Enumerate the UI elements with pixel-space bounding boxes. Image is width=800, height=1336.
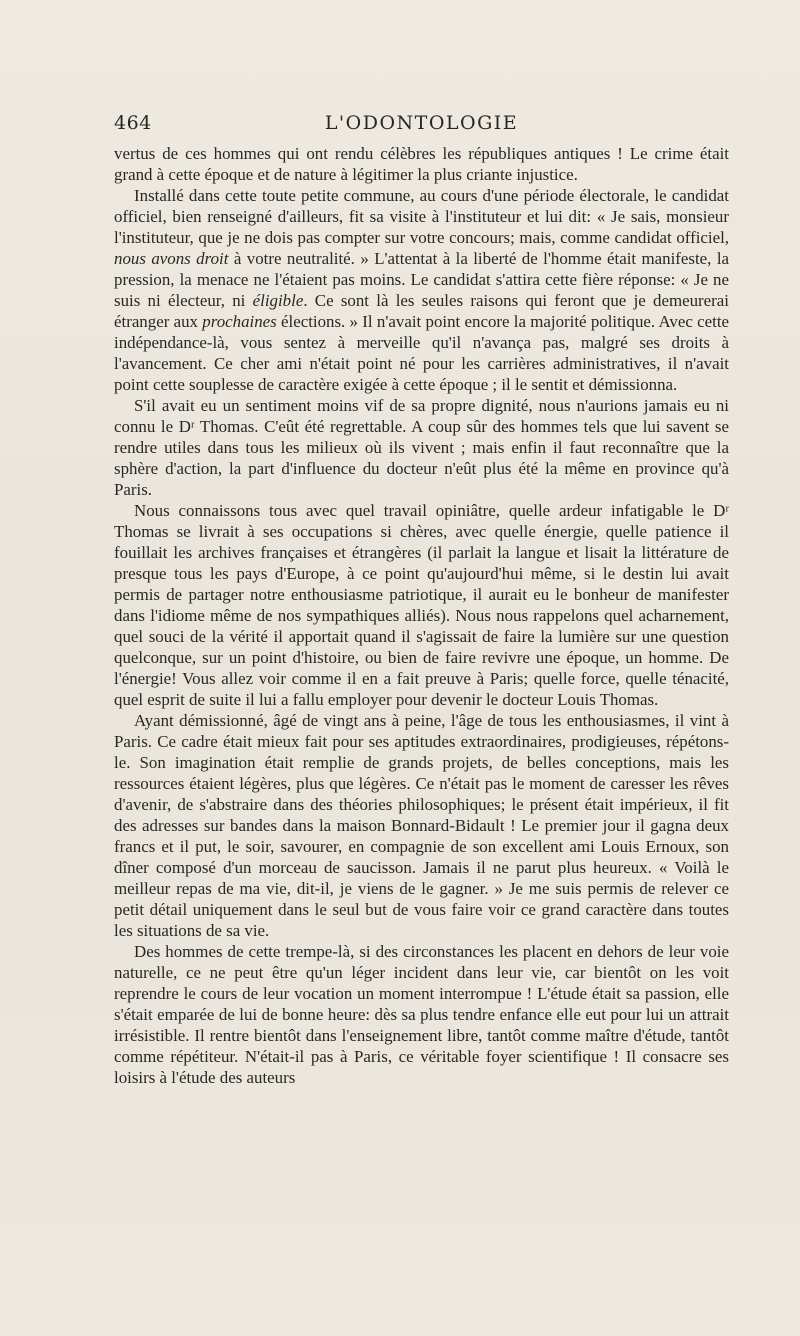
paragraph-2-italic-a: nous avons droit xyxy=(114,249,229,268)
paragraph-1-text: vertus de ces hommes qui ont rendu célèbres les républiques antiques ! Le crime était grand à cette époque et de nature à légitimer la plus criante injustice. xyxy=(114,144,729,184)
paragraph-5 xyxy=(114,710,729,941)
paragraph-5-text: Ayant démissionné, âgé de vingt ans à peine, l'âge de tous les enthousiasmes, il vint à Paris. Ce cadre était mieux fait pour ses aptitudes extraordinaires, prodigieuses, répétons-le. Son imagination était remplie de grands projets, de belles conceptions, mais les ressources étaient légères, plus que légères. Ce n'était pas le moment de caresser les rêves d'avenir, de s'abstraire dans des théories philosophiques; le présent était impérieux, il fit des adresses sur bandes dans la maison Bonnard-Bidault ! Le premier jour il gagna deux francs et il put, le soir, savourer, en compagnie de son excellent ami Louis Ernoux, son dîner composé d'un morceau de saucisson. Jamais il ne parut plus heureux. « Voilà le meilleur repas de ma vie, dit-il, je viens de le gagner. » Je me suis permis de relever ce petit détail uniquement dans le seul but de vous faire voir ce grand caractère dans toutes les situations de sa vie. xyxy=(114,711,729,940)
page-header xyxy=(114,112,729,142)
paragraph-3-text: S'il avait eu un sentiment moins vif de sa propre dignité, nous n'aurions jamais eu ni connu le Dʳ Thomas. C'eût été regrettable. A coup sûr des hommes tels que lui savent se rendre utiles dans tous les milieux où ils vivent ; mais enfin il faut reconnaître que la sphère d'action, la part d'influence du docteur n'eût plus été la même en province qu'à Paris. xyxy=(114,396,729,499)
paragraph-2-text-a: Installé dans cette toute petite commune, au cours d'une période électorale, le candidat officiel, bien renseigné d'ailleurs, fit sa visite à l'instituteur et lui dit: « Je sais, monsieur l'instituteur, que je ne dois pas compter sur votre concours; mais, comme candidat officiel, xyxy=(114,186,729,247)
paragraph-2-text-d: élections. » Il n'avait point encore la majorité politique. Avec cette indépendance-là, vous sentez à merveille qu'il n'avança pas, malgré ses droits à l'avancement. Ce cher ami n'était point né pour les carrières administratives, il n'avait point cette souplesse de caractère exigée à cette époque ; il le sentit et démissionna. xyxy=(114,312,730,394)
paragraph-1 xyxy=(114,143,729,185)
paragraph-4 xyxy=(114,500,729,710)
paragraph-6 xyxy=(114,941,729,1088)
paragraph-2-text-b: à votre neutralité. » L'attentat à la liberté de l'homme était manifeste, la pression, la menace ne l'étaient pas moins. Le candidat s'attira cette fière réponse: « Je ne suis ni électeur, ni xyxy=(114,249,730,310)
paragraph-6-text: Des hommes de cette trempe-là, si des circonstances les placent en dehors de leur voie naturelle, ce ne peut être qu'un léger incident dans leur vie, car bientôt on les voit reprendre le cours de leur vocation un moment interrompue ! L'étude était sa passion, elle s'était emparée de lui de bonne heure: dès sa plus tendre enfance elle eut pour lui un attrait irrésistible. Il rentre bientôt dans l'enseignement libre, tantôt comme maître d'étude, tantôt comme répétiteur. N'était-il pas à Paris, ce véritable foyer scientifique ! Il consacre ses loisirs à l'étude des auteurs xyxy=(114,942,729,1087)
paragraph-2-italic-b: éligible xyxy=(252,291,304,310)
paragraph-3 xyxy=(114,395,729,500)
running-title: L'ODONTOLOGIE xyxy=(324,112,519,134)
page-number: 464 xyxy=(114,112,152,134)
paragraph-2 xyxy=(114,185,729,395)
paragraph-2-text-c: . Ce sont là les seules raisons qui feront que je demeurerai étranger aux xyxy=(114,291,729,331)
paragraph-2-italic-c: prochaines xyxy=(202,312,277,331)
body-text xyxy=(114,143,729,1088)
paragraph-4-text: Nous connaissons tous avec quel travail opiniâtre, quelle ardeur infatigable le Dʳ Thomas se livrait à ses occupations si chères, avec quelle énergie, quelle patience il fouillait les archives françaises et étrangères (il parlait la langue et lisait la littérature de presque tous les pays d'Europe, à ce point qu'aujourd'hui même, si le destin lui avait permis de partager notre enthousiasme patriotique, il aurait eu le bonheur de manifester dans l'idiome même de nos sympathiques alliés). Nous nous rappelons quel acharnement, quel souci de la vérité il apportait quand il s'agissait de faire la lumière sur une question quelconque, sur un point d'histoire, ou bien de faire revivre une époque, un homme. De l'énergie! Vous allez voir comme il en a fait preuve à Paris; quelle force, quelle ténacité, quel esprit de suite il lui a fallu employer pour devenir le docteur Louis Thomas. xyxy=(114,501,729,709)
